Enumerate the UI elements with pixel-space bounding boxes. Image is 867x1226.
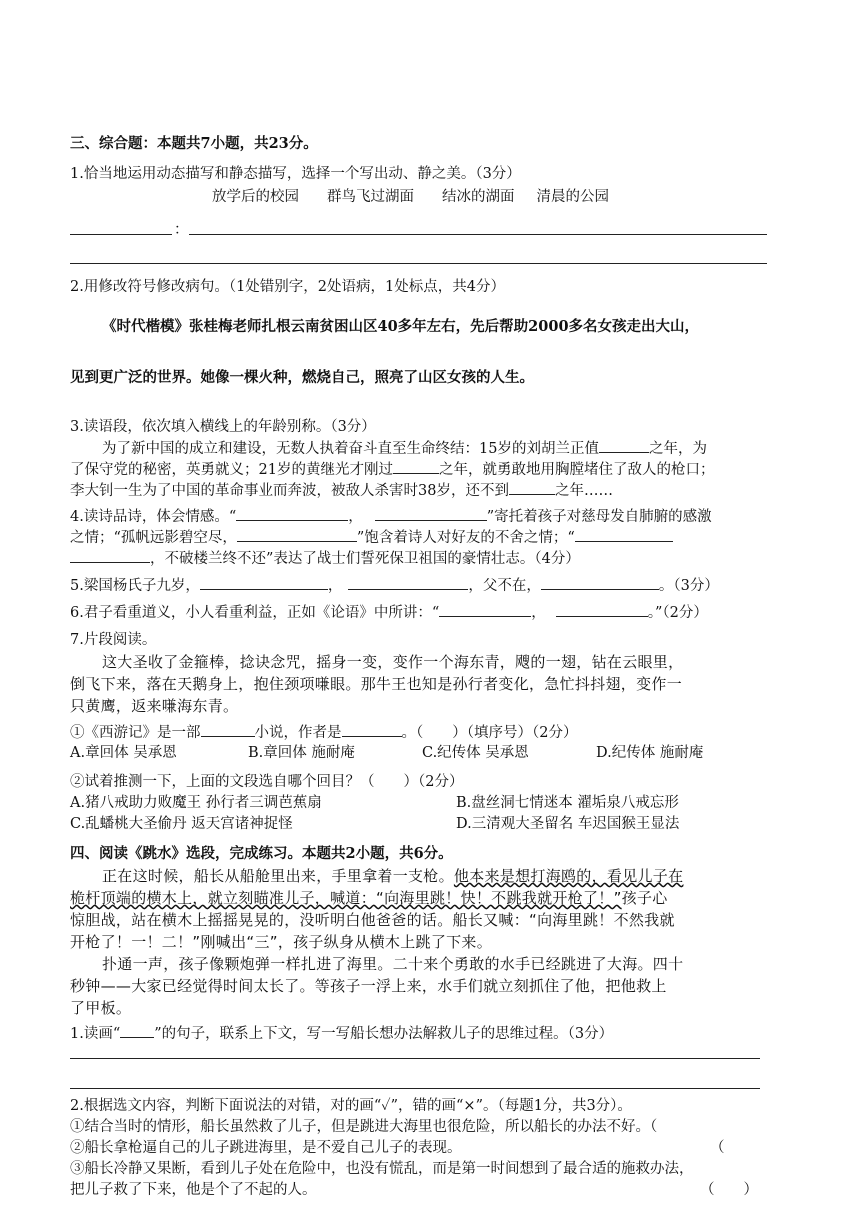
q3-text: 之年，就勇敢地用胸膛堵住了敌人的枪口； (438, 462, 715, 478)
q3-line1 (102, 438, 707, 459)
s4-underlined-sentence: 桅杆顶端的横木上，就立刻瞄准儿子，喊道：“向海里跳！快！不跳我就开枪了！” (70, 889, 622, 907)
q7-choice-b1[interactable]: B.章回体 施耐庵 (248, 745, 355, 761)
q2-prompt: 2.用修改符号修改病句。（1处错别字，2处语病，1处标点，共4分） (70, 279, 505, 295)
section3-heading: 三、综合题：本题共7小题，共23分。 (70, 135, 318, 152)
q4-text: 之情；“孤帆远影碧空尽， (70, 530, 237, 546)
q7-prompt: 7.片段阅读。 (70, 632, 157, 648)
s4-underlined-sentence: 他本来是想打海鸥的，看见儿子在 (453, 867, 684, 885)
q1-colon: ： (174, 222, 189, 238)
s4-q1-mark (120, 1023, 154, 1038)
q5-line (70, 575, 719, 596)
q5-blank-2[interactable] (348, 575, 468, 590)
q7-passage-line2: 倒飞下来，落在天鹅身上，抱住颈项嗛眼。那牛王也知是孙行者变化，急忙抖抖翅，变作一 (70, 675, 683, 693)
q4-text: ， (348, 509, 363, 525)
q4-text: 4.读诗品诗，体会情感。“ (70, 509, 237, 525)
q5-blank-1[interactable] (200, 575, 328, 590)
q3-line3 (70, 480, 613, 501)
q7-choice-a1[interactable]: A.章回体 吴承恩 (70, 745, 177, 761)
q7-choice-b2[interactable]: B.盘丝洞七情迷本 濯垢泉八戒忘形 (456, 795, 679, 811)
s4-judge-3-paren[interactable]: （ ） (700, 1182, 758, 1198)
q5-text: ，父不在， (468, 578, 541, 594)
s4-text: ”的句子，联系上下文，写一写船长想办法解救儿子的思维过程。（3分） (154, 1026, 614, 1042)
s4-q1 (70, 1023, 613, 1044)
q5-blank-3[interactable] (541, 575, 659, 590)
s4-text: 孩子心 (621, 889, 668, 907)
q4-blank-5[interactable] (70, 548, 150, 563)
s4-q2-prompt: 2.根据选文内容，判断下面说法的对错，对的画“✓”，错的画“×”。（每题1分，共3分）。 (70, 1098, 632, 1114)
q4-text: ，不破楼兰终不还”表达了战士们誓死保卫祖国的豪情壮志。（4分） (150, 551, 580, 567)
q4-line1 (70, 506, 712, 527)
s4-text: 正在这时候，船长从船舱里出来，手里拿着一支枪。 (102, 867, 454, 885)
s4-passage-line1 (102, 866, 683, 886)
q7-choice-a2[interactable]: A.猪八戒助力败魔王 孙行者三调芭蕉扇 (70, 795, 322, 811)
q3-blank-2[interactable] (393, 459, 439, 474)
q7-passage-line3: 只黄鹰，返来嗛海东青。 (70, 697, 239, 715)
q7-blank-1[interactable] (201, 722, 255, 737)
q2-sentence-line2: 见到更广泛的世界。她像一棵火种，燃烧自己，照亮了山区女孩的人生。 (70, 369, 534, 386)
s4-judge-1: ①结合当时的情形，船长虽然救了儿子，但是跳进大海里也很危险，所以船长的办法不好。（ (70, 1119, 658, 1135)
s4-text: 1.读画“ (70, 1026, 121, 1042)
q5-text: ， (327, 578, 343, 594)
q1-answer-line-2[interactable] (70, 263, 767, 264)
q4-text: ”饱含着诗人对好友的不舍之情；“ (356, 530, 575, 546)
q1-option-4: 清晨的公园 (536, 189, 609, 205)
q7-choice-d1[interactable]: D.纪传体 施耐庵 (596, 745, 704, 761)
q4-blank-1[interactable] (236, 506, 348, 521)
q3-text: 李大钊一生为了中国的革命事业而奔波，被敌人杀害时38岁，还不到 (70, 483, 509, 499)
s4-judge-2: ②船长拿枪逼自己的儿子跳进海里，是不爱自己儿子的表现。 (70, 1140, 462, 1156)
q6-blank-1[interactable] (439, 602, 531, 617)
q7-sub1 (70, 722, 577, 743)
s4-judge-3b: 把儿子救了下来，他是个了不起的人。 (70, 1182, 317, 1198)
s4-judge-3a: ③船长冷静又果断，看到儿子处在危险中，也没有慌乱，而是第一时间想到了最合适的施救办法， (70, 1161, 694, 1177)
s4-passage-line7: 了甲板。 (70, 999, 132, 1017)
section4-heading: 四、阅读《跳水》选段，完成练习。本题共2小题，共6分。 (70, 845, 453, 862)
q7-text: ①《西游记》是一部 (70, 725, 201, 741)
q6-text: ， (531, 605, 546, 621)
s4-judge-2-paren[interactable]: （ (710, 1140, 725, 1156)
q1-prompt: 1.恰当地运用动态描写和静态描写，选择一个写出动、静之美。（3分） (70, 166, 521, 182)
q4-line3 (70, 548, 580, 569)
q6-blank-2[interactable] (556, 602, 648, 617)
q7-blank-2[interactable] (342, 722, 402, 737)
q1-option-3: 结冰的湖面 (442, 189, 515, 205)
q3-blank-1[interactable] (599, 438, 649, 453)
q7-choice-c2[interactable]: C.乱蟠桃大圣偷丹 返天宫诸神捉怪 (70, 816, 293, 832)
q7-choice-d2[interactable]: D.三清观大圣留名 车迟国猴王显法 (456, 816, 680, 832)
s4-passage-line3: 惊胆战，站在横木上摇摇晃晃的，没听明白他爸爸的话。船长又喊：“向海里跳！不然我就 (70, 911, 675, 929)
s4-passage-line6: 秒钟——大家已经觉得时间太长了。等孩子一浮上来，水手们就立刻抓住了他，把他救上 (70, 977, 667, 995)
q7-passage-line1: 这大圣收了金箍棒，捻诀念咒，摇身一变，变作一个海东青，飕的一翅，钻在云眼里， (102, 653, 684, 671)
s4-passage-line4: 开枪了！一！二！”刚喊出“三”，孩子纵身从横木上跳了下来。 (70, 933, 493, 951)
q3-text: 了保守党的秘密，英勇就义；21岁的黄继光才刚过 (70, 462, 393, 478)
q5-text: 5.梁国杨氏子九岁， (70, 578, 200, 594)
q2-sentence-line1: 《时代楷模》张桂梅老师扎根云南贫困山区40多年左右，先后帮助2000多名女孩走出大山， (102, 318, 700, 335)
s4-q1-answer-line-1[interactable] (70, 1058, 760, 1059)
q7-choice-c1[interactable]: C.纪传体 吴承恩 (422, 745, 529, 761)
q6-text: 6.君子看重道义，小人看重利益，正如《论语》中所讲：“ (70, 605, 440, 621)
q3-line2 (70, 459, 714, 480)
q1-answer-line-short[interactable] (70, 234, 172, 235)
q4-blank-2[interactable] (375, 506, 487, 521)
q6-line (70, 602, 708, 623)
q4-text: ”寄托着孩子对慈母发自肺腑的感激 (486, 509, 712, 525)
q3-text: 之年，为 (648, 441, 707, 457)
q4-blank-3[interactable] (237, 527, 357, 542)
q7-text: 。（ ）（填序号）（2分） (401, 725, 578, 741)
s4-passage-line5: 扑通一声，孩子像颗炮弹一样扎进了海里。二十来个勇敢的水手已经跳进了大海。四十 (102, 955, 684, 973)
q3-text: 为了新中国的成立和建设，无数人执着奋斗直至生命终结：15岁的刘胡兰正值 (102, 441, 599, 457)
s4-q1-answer-line-2[interactable] (70, 1088, 760, 1089)
q7-sub2: ②试着推测一下，上面的文段选自哪个回目？（ ）（2分） (70, 774, 464, 790)
q7-text: 小说，作者是 (254, 725, 342, 741)
q1-option-2: 群鸟飞过湖面 (327, 189, 414, 205)
q1-option-1: 放学后的校园 (212, 189, 299, 205)
q1-options (212, 187, 609, 207)
q3-blank-3[interactable] (509, 480, 555, 495)
q3-prompt: 3.读语段，依次填入横线上的年龄别称。（3分） (70, 419, 376, 435)
q4-line2 (70, 527, 673, 548)
q1-answer-line-long[interactable] (189, 234, 767, 235)
s4-passage-line2 (70, 888, 668, 908)
q4-blank-4[interactable] (575, 527, 673, 542)
q3-text: 之年…… (554, 483, 613, 499)
q6-text: 。”（2分） (647, 605, 708, 621)
q5-text: 。（3分） (658, 578, 719, 594)
